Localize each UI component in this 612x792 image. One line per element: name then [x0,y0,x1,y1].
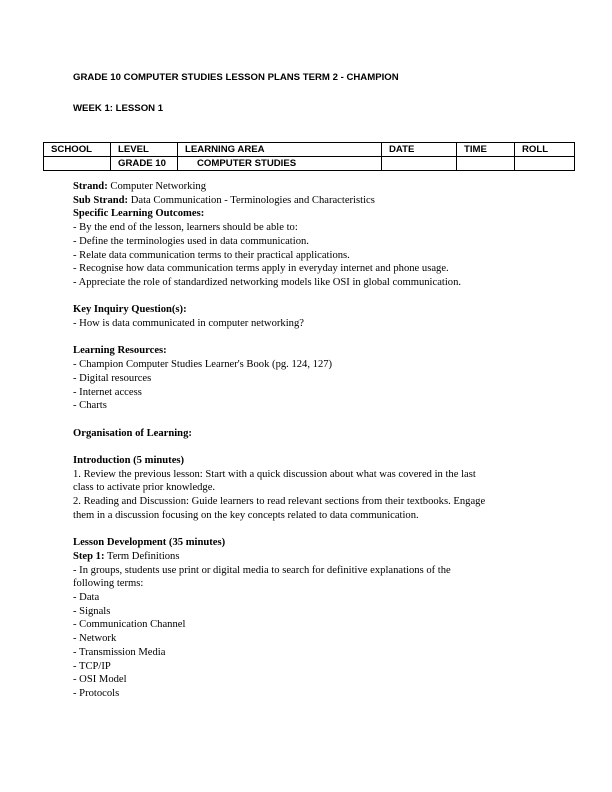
paragraph-line: 1. Review the previous lesson: Start with a quick discussion about what was covered in the last [73,468,476,480]
list-item: - Digital resources [73,372,152,384]
sub-strand-value: Data Communication - Terminologies and Characteristics [128,194,375,206]
introduction-heading: Introduction (5 minutes) [73,455,185,466]
table-row [44,157,575,171]
list-item: - Charts [73,400,107,412]
table-header-row [44,143,575,157]
header-level: LEVEL [111,143,178,157]
list-item: - TCP/IP [73,660,111,672]
list-item: - Champion Computer Studies Learner's Book (pg. 124, 127) [73,359,333,371]
page-title: GRADE 10 COMPUTER STUDIES LESSON PLANS TERM 2 - CHAMPION [73,72,399,83]
header-time: TIME [457,143,515,157]
list-item: - Protocols [73,687,120,699]
step-value: Term Definitions [104,550,180,562]
header-school: SCHOOL [44,143,111,157]
header-learning-area: LEARNING AREA [178,143,382,157]
strand-label: Strand: [73,181,108,192]
organisation-heading: Organisation of Learning: [73,427,192,439]
list-item: - By the end of the lesson, learners should be able to: [73,222,298,234]
paragraph-line: 2. Reading and Discussion: Guide learners to read relevant sections from their textbooks. Engage [73,496,486,508]
step-label: Step 1: [73,550,105,562]
cell-roll [515,157,575,171]
list-item: - Relate data communication terms to their practical applications. [73,249,350,261]
paragraph-line: - In groups, students use print or digital media to search for definitive explanations of the [73,564,451,576]
lesson-content [73,180,553,701]
list-item: - Data [73,592,100,604]
paragraph-line: them in a discussion focusing on the key concepts related to data communication. [73,509,419,521]
week-lesson-label: WEEK 1: LESSON 1 [73,103,164,114]
inquiry-heading: Key Inquiry Question(s): [73,304,187,316]
list-item: - Signals [73,605,111,617]
header-date: DATE [382,143,457,157]
lesson-info-table [43,142,575,171]
development-heading: Lesson Development (35 minutes) [73,537,226,549]
list-item: - Recognise how data communication terms apply in everyday internet and phone usage. [73,263,449,275]
strand-line [73,180,553,194]
cell-learning-area: COMPUTER STUDIES [178,157,382,171]
list-item: - Internet access [73,386,142,398]
list-item: - Network [73,633,117,645]
header-roll: ROLL [515,143,575,157]
list-item: - Communication Channel [73,619,186,631]
cell-date [382,157,457,171]
sub-strand-label: Sub Strand: [73,194,129,206]
resources-heading: Learning Resources: [73,345,167,357]
sub-strand-line [73,194,553,208]
paragraph-line: class to activate prior knowledge. [73,482,216,494]
list-item: - OSI Model [73,674,127,686]
step-line [73,550,553,564]
outcomes-heading: Specific Learning Outcomes: [73,208,205,220]
cell-school [44,157,111,171]
list-item: - Define the terminologies used in data communication. [73,235,309,247]
strand-value: Computer Networking [107,181,207,192]
list-item: - How is data communicated in computer networking? [73,318,304,330]
paragraph-line: following terms: [73,578,144,590]
cell-time [457,157,515,171]
list-item: - Transmission Media [73,646,166,658]
cell-level: GRADE 10 [111,157,178,171]
list-item: - Appreciate the role of standardized networking models like OSI in global communication. [73,276,462,288]
